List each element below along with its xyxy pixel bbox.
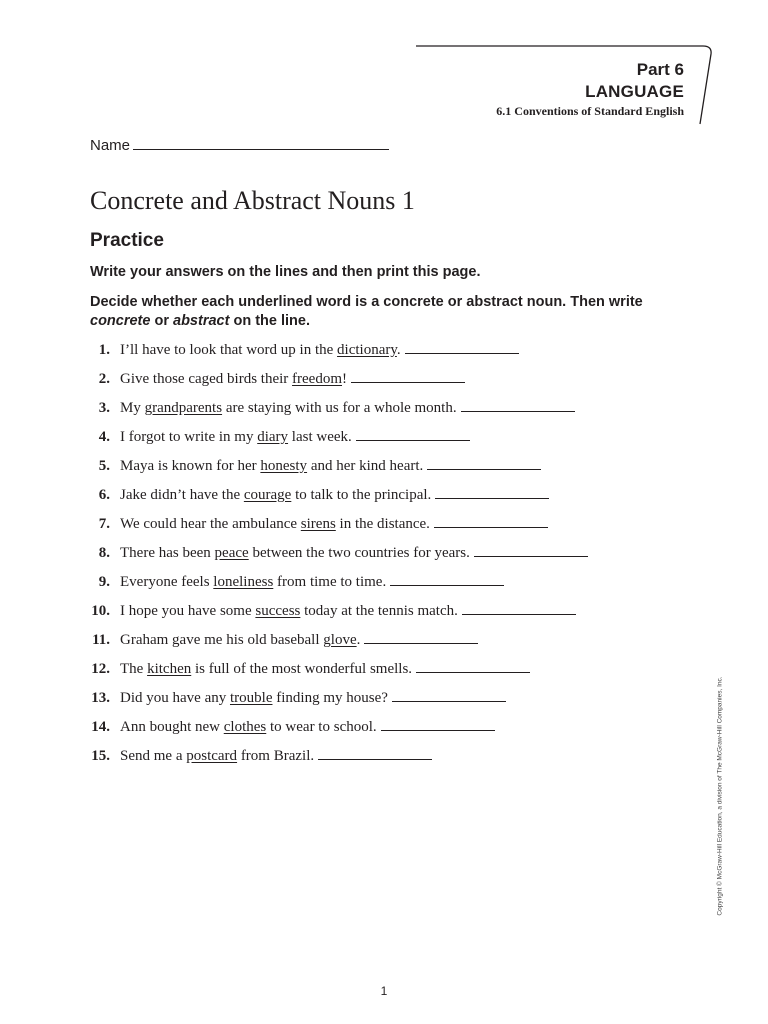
copyright-notice: Copyright © McGraw-Hill Education, a division of The McGraw-Hill Companies, Inc.: [716, 676, 724, 916]
underlined-noun: honesty: [260, 458, 308, 474]
question-text: .: [396, 342, 401, 358]
question-item: [90, 426, 588, 455]
question-item: [90, 397, 588, 426]
question-text: There has been: [120, 545, 215, 561]
underlined-noun: clothes: [223, 719, 267, 735]
question-number: 8.: [98, 545, 110, 561]
question-item: [90, 629, 588, 658]
question-number: 13.: [91, 690, 110, 706]
question-text: Ann bought new: [120, 719, 224, 735]
page-title: Concrete and Abstract Nouns 1: [90, 186, 415, 215]
section-subtitle: Practice: [90, 230, 164, 251]
answer-line[interactable]: [381, 716, 495, 731]
question-item: [90, 484, 588, 513]
underlined-noun: courage: [243, 487, 292, 503]
underlined-noun: freedom: [292, 371, 343, 387]
answer-line[interactable]: [356, 426, 470, 441]
question-item: [90, 513, 588, 542]
name-label: Name: [90, 137, 131, 154]
underlined-noun: postcard: [186, 748, 238, 764]
answer-line[interactable]: [364, 629, 478, 644]
underlined-noun: success: [255, 603, 301, 619]
question-number: 2.: [98, 371, 110, 387]
question-number: 14.: [91, 719, 110, 735]
question-text: and her kind heart.: [307, 458, 424, 474]
underlined-noun: diary: [257, 429, 289, 445]
question-text: Send me a: [120, 748, 187, 764]
question-number: 4.: [98, 429, 110, 445]
question-text: finding my house?: [272, 690, 388, 706]
question-number: 15.: [91, 748, 110, 764]
section-label: LANGUAGE: [585, 82, 684, 101]
question-text: today at the tennis match.: [300, 603, 458, 619]
underlined-noun: grandparents: [144, 400, 223, 416]
question-item: [90, 716, 588, 745]
part-label: Part 6: [636, 60, 684, 79]
question-text: is full of the most wonderful smells.: [191, 661, 413, 677]
underlined-noun: dictionary: [337, 342, 397, 358]
question-number: 9.: [98, 574, 110, 590]
question-item: [90, 571, 588, 600]
question-text: in the distance.: [335, 516, 430, 532]
underlined-noun: sirens: [300, 516, 336, 532]
underlined-noun: trouble: [229, 690, 273, 706]
answer-line[interactable]: [392, 687, 506, 702]
question-item: [90, 658, 588, 687]
question-text: !: [342, 371, 348, 387]
instructions-text-post: on the line.: [229, 313, 310, 329]
question-text: Graham gave me his old baseball: [120, 632, 324, 648]
question-text: The: [120, 661, 148, 677]
underlined-noun: loneliness: [213, 574, 274, 590]
question-text: to wear to school.: [266, 719, 377, 735]
instructions-line-2: [90, 293, 690, 331]
question-number: 11.: [92, 632, 110, 648]
answer-line[interactable]: [416, 658, 530, 673]
question-text: I forgot to write in my: [120, 429, 258, 445]
question-item: [90, 687, 588, 716]
question-item: [90, 745, 588, 774]
question-item: [90, 455, 588, 484]
question-item: [90, 339, 588, 368]
question-text: are staying with us for a whole month.: [222, 400, 457, 416]
answer-line[interactable]: [435, 484, 549, 499]
question-number: 6.: [98, 487, 110, 503]
answer-line[interactable]: [351, 368, 465, 383]
question-number: 5.: [98, 458, 110, 474]
instructions-word-concrete: concrete: [90, 313, 151, 329]
answer-line[interactable]: [427, 455, 541, 470]
instructions-line-1: Write your answers on the lines and then print this page.: [90, 264, 481, 280]
question-list: [90, 339, 588, 774]
page-number: 1: [380, 984, 388, 998]
question-item: [90, 368, 588, 397]
question-item: [90, 542, 588, 571]
question-number: 7.: [98, 516, 110, 532]
question-text: My: [120, 400, 145, 416]
answer-line[interactable]: [462, 600, 576, 615]
question-text: between the two countries for years.: [248, 545, 470, 561]
question-text: from time to time.: [273, 574, 387, 590]
question-text: Give those caged birds their: [120, 371, 293, 387]
question-number: 3.: [98, 400, 110, 416]
question-text: We could hear the ambulance: [120, 516, 301, 532]
instructions-text-or: or: [150, 313, 174, 329]
question-text: I’ll have to look that word up in the: [120, 342, 338, 358]
standard-label: 6.1 Conventions of Standard English: [496, 104, 684, 118]
question-number: 1.: [98, 342, 110, 358]
question-text: Did you have any: [120, 690, 230, 706]
question-text: from Brazil.: [237, 748, 315, 764]
question-text: I hope you have some: [120, 603, 256, 619]
answer-line[interactable]: [474, 542, 588, 557]
name-field[interactable]: [90, 135, 389, 154]
instructions-text-pre: Decide whether each underlined word is a concrete or abstract noun. Then write: [90, 294, 643, 310]
answer-line[interactable]: [461, 397, 575, 412]
question-number: 12.: [91, 661, 110, 677]
underlined-noun: glove: [323, 632, 357, 648]
question-text: to talk to the principal.: [291, 487, 432, 503]
answer-line[interactable]: [318, 745, 432, 760]
question-number: 10.: [91, 603, 110, 619]
underlined-noun: peace: [214, 545, 249, 561]
answer-line[interactable]: [434, 513, 548, 528]
question-text: last week.: [288, 429, 352, 445]
question-text: Maya is known for her: [120, 458, 261, 474]
underlined-noun: kitchen: [147, 661, 192, 677]
answer-line[interactable]: [390, 571, 504, 586]
answer-line[interactable]: [405, 339, 519, 354]
question-item: [90, 600, 588, 629]
question-text: .: [356, 632, 361, 648]
name-blank-line[interactable]: [133, 135, 389, 150]
question-text: Everyone feels: [120, 574, 214, 590]
question-text: Jake didn’t have the: [120, 487, 244, 503]
instructions-word-abstract: abstract: [173, 313, 230, 329]
